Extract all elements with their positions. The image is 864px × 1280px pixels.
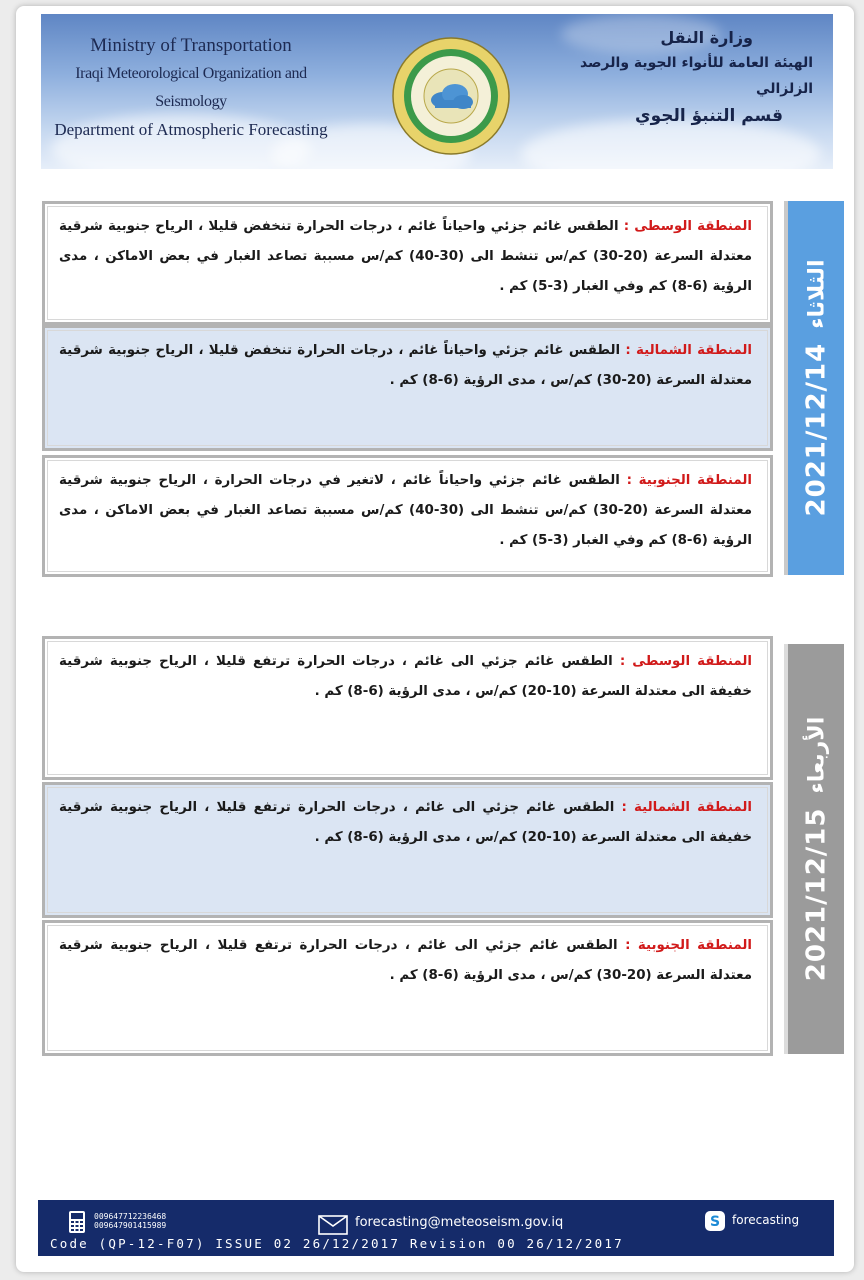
skype-icon [705,1211,725,1231]
phone-number: 009647712236468 [94,1212,167,1221]
region-forecast-text: الطقس غائم جزئي واحياناً غائم ، درجات الحرارة تنخفض قليلا ، الرياح جنوبية شرقية معتدلة السرعة (20-30) كم/س تنشط الى (30-40) كم/س مسببة تصاعد الغبار في بعض الاماكن ، مدى الرؤية (6-8) كم وفي الغبار (3-5) كم . [59,219,753,294]
forecast-date: 2021/12/15 [801,807,831,982]
day-tab-tuesday [784,201,844,575]
header-arabic [543,26,813,130]
region-name: المنطقة الجنوبية : [625,938,752,953]
region-name: المنطقة الوسطى : [619,654,752,669]
phone-numbers [94,1212,166,1230]
department-ar: قسم التنبؤ الجوي [635,106,783,126]
region-north-day2 [42,782,773,918]
svg-text:S: S [709,1214,721,1230]
header-english [51,32,331,144]
forecast-day: الثلاثاء [803,259,829,329]
forecast-day: الأربعاء [803,716,829,794]
footer-bar [38,1200,834,1256]
mail-icon [318,1215,348,1235]
region-name: المنطقة الوسطى : [623,219,752,234]
region-name: المنطقة الشمالية : [621,800,752,815]
document-code-line: Code (QP-12-F07) ISSUE 02 26/12/2017 Revision 00 26/12/2017 [50,1236,624,1251]
phone-icon [68,1210,86,1234]
region-forecast-text: الطقس غائم جزئي الى غائم ، درجات الحرارة ترتفع قليلا ، الرياح جنوبية شرقية خفيفة الى معتدلة السرعة (10-20) كم/س ، مدى الرؤية (6-8) كم . [59,654,752,699]
forecast-date: 2021/12/14 [801,342,832,517]
email-address[interactable]: forecasting@meteoseism.gov.iq [355,1215,564,1230]
region-name: المنطقة الشمالية : [625,343,752,358]
ministry-en: Ministry of Transportation [90,35,292,56]
region-south-day1 [42,455,773,577]
phone-number: 009647901415989 [94,1221,167,1230]
region-forecast-text: الطقس غائم جزئي الى غائم ، درجات الحرارة ترتفع قليلا ، الرياح جنوبية شرقية معتدلة السرعة (20-30) كم/س ، مدى الرؤية (6-8) كم . [59,938,752,983]
region-forecast-text: الطقس غائم جزئي الى غائم ، درجات الحرارة ترتفع قليلا ، الرياح جنوبية شرقية خفيفة الى معتدلة السرعة (10-20) كم/س ، مدى الرؤية (6-8) كم . [59,800,752,845]
header-banner [41,14,833,169]
region-name: المنطقة الجنوبية : [626,473,752,488]
organization-en: Iraqi Meteorological Organization and Seismology [75,65,307,110]
region-forecast-text: الطقس غائم جزئي واحياناً غائم ، لاتغير في درجات الحرارة ، الرياح جنوبية شرقية معتدلة السرعة (20-30) كم/س تنشط الى (30-40) كم/س مسببة تصاعد الغبار في بعض الاماكن ، مدى الرؤية (6-8) كم وفي الغبار (3-5) كم . [59,473,753,548]
skype-handle[interactable]: forecasting [732,1213,800,1227]
ministry-ar: وزارة النقل [660,28,753,47]
organization-logo [391,36,511,156]
region-forecast-text: الطقس غائم جزئي واحياناً غائم ، درجات الحرارة تنخفض قليلا ، الرياح جنوبية شرقية معتدلة السرعة (20-30) كم/س ، مدى الرؤية (6-8) كم . [59,343,752,388]
day-tab-wednesday [784,644,844,1054]
region-central-day2 [42,636,773,780]
organization-ar: الهيئة العامة للأنواء الجوية والرصد الزلزالي [579,55,813,97]
region-south-day2 [42,920,773,1056]
region-central-day1 [42,201,773,325]
department-en: Department of Atmospheric Forecasting [54,120,328,139]
region-north-day1 [42,325,773,451]
